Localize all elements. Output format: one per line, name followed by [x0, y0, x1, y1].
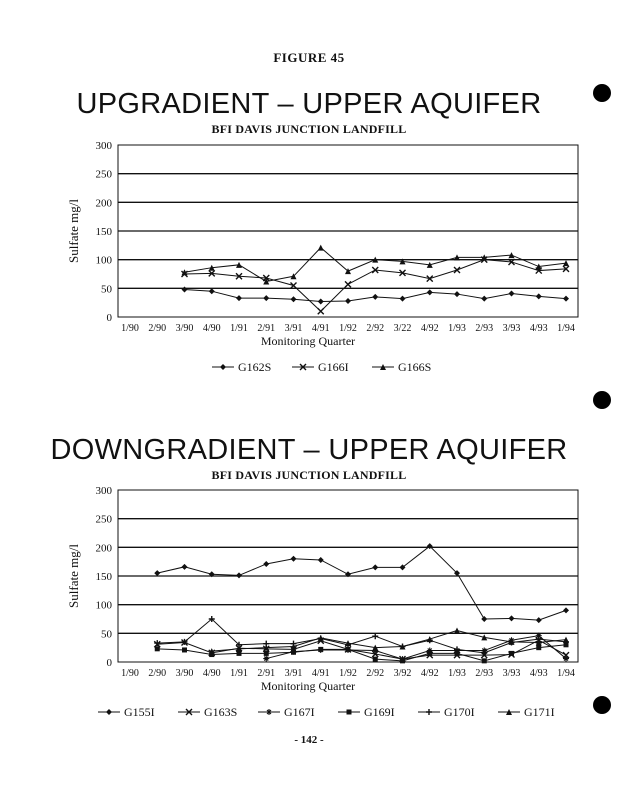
y-tick-label: 50 — [101, 628, 112, 641]
legend-marker — [347, 710, 352, 715]
data-point — [318, 647, 323, 652]
y-tick-label: 200 — [95, 197, 112, 210]
x-tick-label: 4/93 — [529, 668, 548, 679]
data-point — [536, 645, 541, 650]
data-point — [291, 282, 297, 288]
x-tick-label: 3/93 — [502, 323, 521, 334]
y-tick-label: 200 — [95, 542, 112, 555]
chart1-title: UPGRADIENT – UPPER AQUIFER — [76, 88, 542, 120]
downgradient-chart — [0, 480, 618, 730]
x-tick-label: 4/92 — [420, 323, 439, 334]
legend-label: G163S — [204, 705, 238, 719]
data-point — [427, 289, 433, 295]
x-tick-label: 3/91 — [284, 668, 303, 679]
data-point — [536, 617, 542, 623]
x-tick-label: 1/90 — [121, 323, 139, 334]
x-tick-label: 1/92 — [339, 668, 357, 679]
y-tick-label: 0 — [106, 312, 112, 324]
y-tick-label: 150 — [95, 226, 112, 238]
chart2-subtitle: BFI DAVIS JUNCTION LANDFILL — [211, 468, 407, 482]
y-tick-label: 0 — [106, 657, 112, 669]
x-tick-label: 4/90 — [202, 323, 221, 334]
data-point — [318, 308, 324, 314]
data-point — [236, 295, 242, 301]
data-point — [563, 296, 569, 302]
x-tick-label: 2/90 — [148, 668, 167, 679]
data-point — [291, 296, 297, 302]
x-tick-label: 3/91 — [284, 323, 303, 334]
data-point — [263, 295, 269, 301]
data-point — [454, 627, 460, 633]
figure-label: FIGURE 45 — [273, 50, 345, 65]
x-tick-label: 1/94 — [557, 323, 575, 334]
legend-item — [372, 360, 431, 374]
data-point — [372, 294, 378, 300]
legend-marker — [106, 709, 112, 715]
data-point — [318, 245, 324, 251]
x-tick-label: 3/92 — [393, 668, 412, 679]
data-point — [563, 607, 569, 613]
data-point — [154, 640, 160, 646]
data-point — [509, 290, 515, 296]
series-line — [266, 636, 566, 660]
data-point — [373, 657, 378, 662]
x-axis-label: Monitoring Quarter — [260, 679, 356, 693]
x-tick-label: 2/91 — [257, 668, 276, 679]
x-tick-label: 2/92 — [366, 323, 385, 334]
x-tick-label: 2/93 — [475, 668, 494, 679]
data-point — [482, 658, 487, 663]
series-G162S — [182, 286, 570, 304]
data-point — [263, 561, 269, 567]
x-tick-label: 4/91 — [311, 323, 330, 334]
x-tick-label: 1/91 — [230, 668, 248, 679]
chart1-subtitle: BFI DAVIS JUNCTION LANDFILL — [211, 122, 407, 136]
data-point — [454, 291, 460, 297]
data-point — [291, 650, 296, 655]
page-number: - 142 - — [294, 734, 324, 746]
data-point — [427, 651, 432, 656]
data-point — [318, 557, 324, 563]
legend-marker — [266, 709, 272, 715]
x-axis-label: Monitoring Quarter — [260, 334, 356, 348]
binder-hole-mark — [593, 84, 611, 102]
series-line — [157, 645, 566, 661]
x-tick-label: 4/93 — [529, 323, 548, 334]
binder-hole-mark — [593, 696, 611, 714]
legend-item — [498, 705, 555, 719]
data-point — [481, 616, 487, 622]
data-point — [155, 646, 160, 651]
legend-label: G171I — [524, 705, 555, 719]
binder-hole-mark — [593, 391, 611, 409]
y-tick-label: 250 — [95, 513, 112, 526]
legend-label: G155I — [124, 705, 155, 719]
series-line — [157, 546, 566, 620]
legend-item — [178, 705, 237, 719]
legend-item — [98, 705, 155, 719]
legend-label: G170I — [444, 705, 475, 719]
data-point — [318, 299, 324, 305]
x-tick-label: 1/94 — [557, 668, 575, 679]
data-point — [209, 288, 215, 294]
data-point — [182, 647, 187, 652]
legend-item — [338, 705, 395, 719]
data-point — [264, 651, 269, 656]
legend-label: G167I — [284, 705, 315, 719]
data-point — [509, 615, 515, 621]
y-tick-label: 150 — [95, 571, 112, 583]
data-point — [236, 572, 242, 578]
data-point — [400, 658, 405, 663]
y-tick-label: 50 — [101, 283, 112, 296]
series-G167I — [263, 633, 569, 663]
data-point — [182, 286, 188, 292]
data-point — [372, 633, 378, 639]
data-point — [481, 296, 487, 302]
y-tick-label: 100 — [95, 254, 112, 267]
series-G155I — [154, 543, 569, 623]
data-point — [182, 564, 188, 570]
data-point — [536, 293, 542, 299]
legend-marker — [426, 709, 432, 715]
x-tick-label: 4/90 — [202, 668, 221, 679]
data-point — [345, 281, 351, 287]
data-point — [154, 570, 160, 576]
y-axis-label: Sulfate mg/l — [66, 199, 81, 263]
x-tick-label: 1/93 — [448, 323, 466, 334]
x-tick-label: 2/92 — [366, 668, 385, 679]
x-tick-label: 3/93 — [502, 668, 521, 679]
data-point — [400, 296, 406, 302]
x-tick-label: 4/92 — [420, 668, 439, 679]
series-line — [157, 619, 566, 653]
series-G166S — [182, 245, 570, 285]
series-G171I — [209, 627, 569, 654]
x-tick-label: 1/93 — [448, 668, 466, 679]
legend-marker — [220, 364, 226, 370]
y-tick-label: 100 — [95, 599, 112, 612]
data-point — [509, 651, 514, 656]
x-tick-label: 1/91 — [230, 323, 248, 334]
x-tick-label: 3/90 — [175, 323, 194, 334]
legend-label: G169I — [364, 705, 395, 719]
chart2-title: DOWNGRADIENT – UPPER AQUIFER — [50, 434, 568, 466]
data-point — [345, 298, 351, 304]
data-point — [454, 267, 460, 273]
data-point — [263, 656, 269, 662]
x-tick-label: 2/91 — [257, 323, 276, 334]
legend-label: G166S — [398, 360, 432, 374]
x-tick-label: 1/92 — [339, 323, 357, 334]
legend-item — [292, 360, 349, 374]
x-tick-label: 3/22 — [393, 323, 412, 334]
upgradient-chart — [0, 135, 618, 385]
legend-item — [258, 705, 315, 719]
y-tick-label: 250 — [95, 168, 112, 181]
legend-label: G166I — [318, 360, 349, 374]
y-tick-label: 300 — [95, 485, 112, 497]
legend-item — [212, 360, 271, 374]
x-tick-label: 3/90 — [175, 668, 194, 679]
data-point — [372, 564, 378, 570]
x-tick-label: 1/90 — [121, 668, 139, 679]
x-tick-label: 4/91 — [311, 668, 330, 679]
x-tick-label: 2/90 — [148, 323, 167, 334]
legend-item — [418, 705, 475, 719]
data-point — [291, 556, 297, 562]
x-tick-label: 2/93 — [475, 323, 494, 334]
legend-label: G162S — [238, 360, 272, 374]
y-tick-label: 300 — [95, 140, 112, 152]
data-point — [427, 636, 433, 642]
y-axis-label: Sulfate mg/l — [66, 544, 81, 608]
